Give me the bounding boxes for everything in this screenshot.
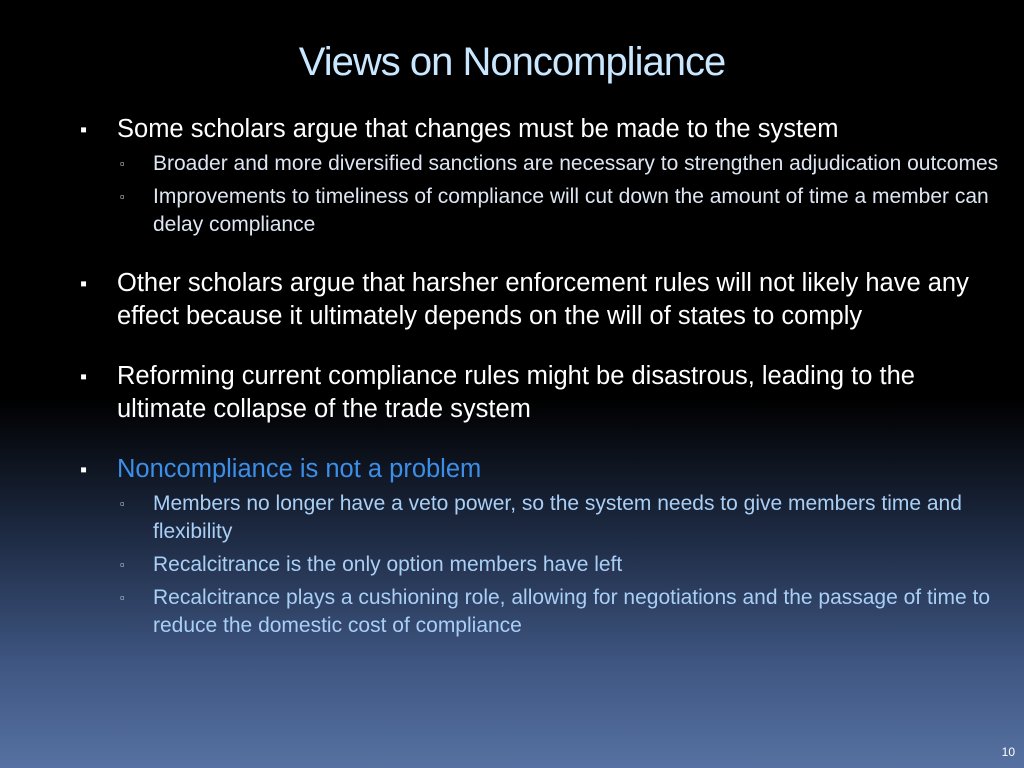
square-bullet-icon: ▪ (80, 366, 88, 388)
sub-bullet-text: Members no longer have a veto power, so the system needs to give members time and flexibility (153, 492, 962, 543)
bullet-4 (80, 453, 1010, 486)
sub-bullet-1-1 (120, 150, 1010, 178)
sub-bullet-4-3 (120, 584, 1010, 640)
page-number: 10 (1001, 745, 1015, 759)
square-bullet-icon: ▪ (80, 459, 88, 481)
sub-bullet-text: Broader and more diversified sanctions are necessary to strengthen adjudication outcomes (153, 152, 999, 175)
hollow-square-bullet-icon: ▫ (120, 590, 125, 605)
bullet-3 (80, 360, 1010, 426)
bullet-text: Other scholars argue that harsher enforcement rules will not likely have any effect because it ultimately depends on the will of states to comply (117, 269, 969, 330)
bullet-text: Reforming current compliance rules might be disastrous, leading to the ultimate collapse of the trade system (117, 362, 915, 423)
sub-bullet-4-1 (120, 490, 1010, 546)
sub-bullet-1-2 (120, 183, 1010, 239)
sub-bullet-4-2 (120, 551, 1010, 579)
hollow-square-bullet-icon: ▫ (120, 189, 125, 204)
square-bullet-icon: ▪ (80, 119, 88, 141)
slide-body (80, 113, 1010, 640)
slide-title: Views on Noncompliance (298, 40, 726, 84)
bullet-text: Some scholars argue that changes must be made to the system (117, 115, 839, 143)
sub-bullet-text: Improvements to timeliness of compliance will cut down the amount of time a member can delay compliance (153, 185, 989, 236)
hollow-square-bullet-icon: ▫ (120, 496, 125, 511)
square-bullet-icon: ▪ (80, 273, 88, 295)
sub-bullet-text: Recalcitrance is the only option members have left (153, 553, 623, 576)
bullet-text: Noncompliance is not a problem (117, 455, 482, 483)
bullet-2 (80, 267, 1010, 333)
bullet-1 (80, 113, 1010, 146)
hollow-square-bullet-icon: ▫ (120, 156, 125, 171)
hollow-square-bullet-icon: ▫ (120, 557, 125, 572)
sub-bullet-text: Recalcitrance plays a cushioning role, allowing for negotiations and the passage of time to reduce the domestic cost of compliance (153, 586, 990, 637)
